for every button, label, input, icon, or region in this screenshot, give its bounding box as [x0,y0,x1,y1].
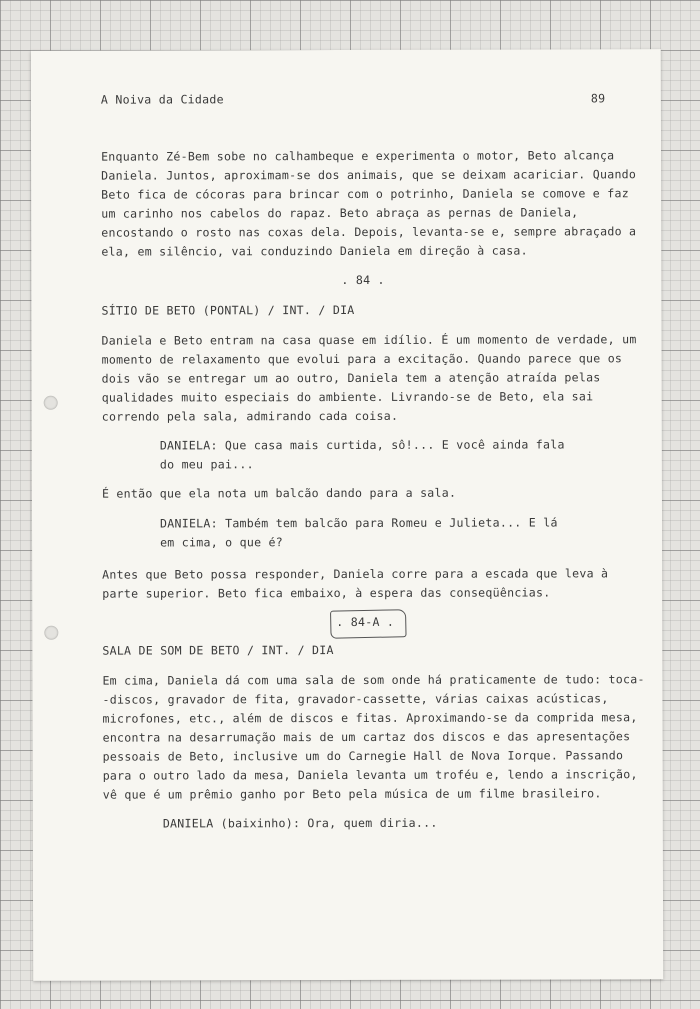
page-number: 89 [590,91,606,106]
scene-heading: SÍTIO DE BETO (PONTAL) / INT. / DIA [101,302,355,318]
header-title: A Noiva da Cidade [100,92,224,107]
scene-heading: SALA DE SOM DE BETO / INT. / DIA [102,643,334,658]
scene-number: . 84 . [341,272,385,288]
punch-hole [44,626,58,640]
dialogue: DANIELA: Também tem balcão para Romeu e Julieta... E lá em cima, o que é? [160,515,558,550]
paragraph: Daniela e Beto entram na casa quase em idílio. É um momento de verdade, um momento de relaxamento que evolui para a excitação. Quando parece que os dois vão se entregar um ao outro, Daniela tem a atenção atraída pelas qualidades muito especiais do ambiente. Livrando-se de Beto, ela sai correndo pela sala, admirando cada coisa. [101,332,637,424]
paragraph: Antes que Beto possa responder, Daniela corre para a escada que leva à parte superior. Beto fica embaixo, à espera das conseqüências. [102,566,609,601]
dialogue: DANIELA: Que casa mais curtida, sô!... E você ainda fala do meu pai... [159,437,565,472]
paragraph: Enquanto Zé-Bem sobe no calhambeque e experimenta o motor, Beto alcança Daniela. Juntos, aproximam-se dos animais, que se deixam acariciar. Quando Beto fica de cócoras para brincar com o potrinho, Daniela se comove e faz um carinho nos cabelos do rapaz. Beto abraça as pernas de Daniela, encostando o rosto nas coxas dela. Depois, levanta-se e, sempre abraçado a ela, em silêncio, vai conduzindo Daniela em direção à casa. [101,148,637,259]
paragraph: É então que ela nota um balcão dando para a sala. [101,485,457,501]
paragraph: Em cima, Daniela dá com uma sala de som onde há praticamente de tudo: toca- -discos, gravador de fita, gravador-cassette, várias caixas acústicas, microfones, etc., além de discos e fitas. Aproximando-se da comprida mesa, encontra na desarrumação mais de um cartaz dos discos e das apresentações pessoais de Beto, inclusive um do Carnegie Hall de Nova Iorque. Passando para o outro lado da mesa, Daniela levanta um troféu e, lendo a inscrição, vê que é um prêmio ganho por Beto pela música de um filme brasileiro. [102,672,645,802]
dialogue: DANIELA (baixinho): Ora, quem diria... [162,815,438,831]
punch-hole [44,396,58,410]
script-page [31,49,663,981]
scene-number: . 84-A . [336,614,395,630]
